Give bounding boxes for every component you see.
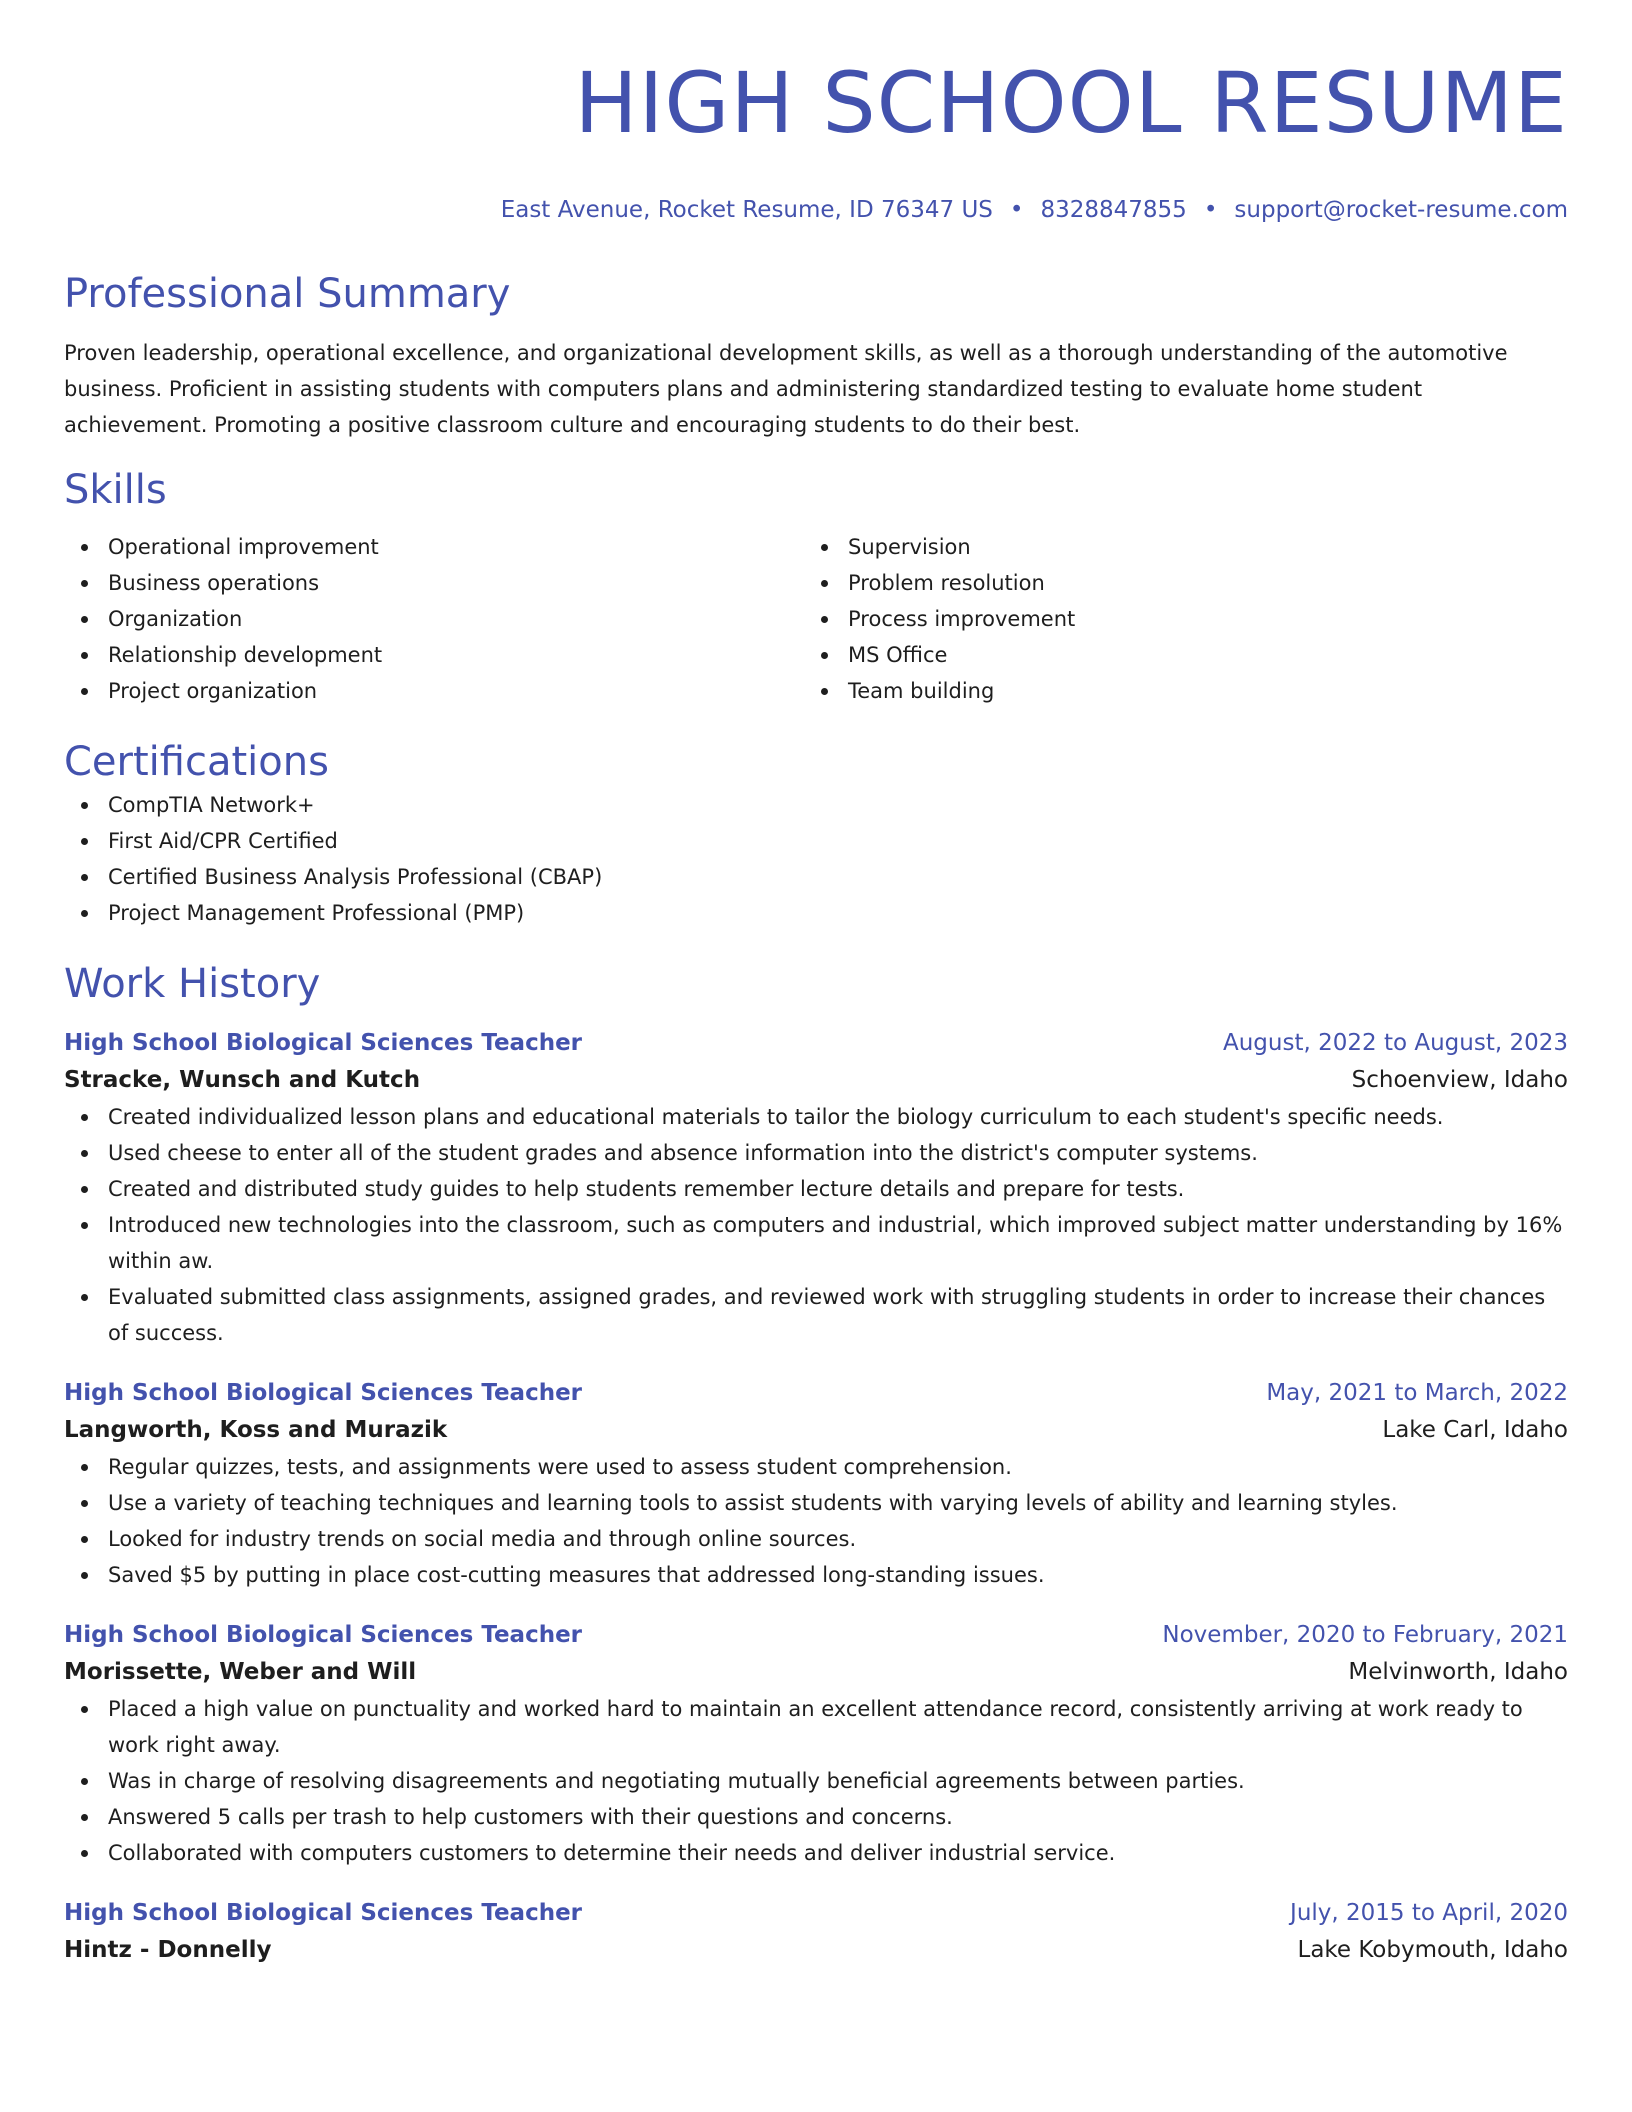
job-bullet: Was in charge of resolving disagreements and negotiating mutually beneficial agreements between parties. <box>64 1763 1568 1799</box>
contact-address: East Avenue, Rocket Resume, ID 76347 US <box>500 197 993 223</box>
contact-separator: • <box>1203 197 1218 223</box>
contact-separator: • <box>1009 197 1024 223</box>
certification-item: Project Management Professional (PMP) <box>64 895 1568 931</box>
skills-heading: Skills <box>64 467 167 513</box>
job-header-row <box>64 1375 1568 1411</box>
skill-item: MS Office <box>804 637 1544 673</box>
job-bullet: Introduced new technologies into the classroom, such as computers and industrial, which improved subject matter understanding by 16% within aw. <box>64 1207 1568 1279</box>
contact-phone: 8328847855 <box>1040 197 1187 223</box>
skills-list-right <box>804 529 1544 709</box>
job-bullet: Created individualized lesson plans and educational materials to tailor the biology curriculum to each student's specific needs. <box>64 1099 1568 1135</box>
job-bullet: Saved $5 by putting in place cost-cutting measures that addressed long-standing issues. <box>64 1557 1568 1593</box>
job-location: Melvinworth, Idaho <box>1348 1659 1568 1685</box>
skill-item: Team building <box>804 673 1544 709</box>
job-title: High School Biological Sciences Teacher <box>64 1900 583 1926</box>
job-dates: August, 2022 to August, 2023 <box>1223 1030 1568 1056</box>
job-company-row <box>64 1061 1568 1099</box>
job-location: Lake Carl, Idaho <box>1382 1417 1568 1443</box>
certifications-heading: Certifications <box>64 739 329 785</box>
skills-list-left <box>64 529 804 709</box>
skill-item: Organization <box>64 601 804 637</box>
work-history-heading: Work History <box>64 961 321 1007</box>
job-entry <box>64 1025 1568 1351</box>
job-entry <box>64 1375 1568 1593</box>
job-bullet-list <box>64 1099 1568 1351</box>
job-dates: July, 2015 to April, 2020 <box>1290 1900 1568 1926</box>
job-company: Stracke, Wunsch and Kutch <box>64 1067 421 1093</box>
skill-item: Supervision <box>804 529 1544 565</box>
summary-heading: Professional Summary <box>64 271 511 317</box>
job-company: Morissette, Weber and Will <box>64 1659 417 1685</box>
job-bullet: Created and distributed study guides to help students remember lecture details and prepare for tests. <box>64 1171 1568 1207</box>
job-bullet: Regular quizzes, tests, and assignments were used to assess student comprehension. <box>64 1449 1568 1485</box>
job-bullet: Answered 5 calls per trash to help customers with their questions and concerns. <box>64 1799 1568 1835</box>
job-header-row <box>64 1025 1568 1061</box>
job-location: Lake Kobymouth, Idaho <box>1297 1937 1568 1963</box>
job-title: High School Biological Sciences Teacher <box>64 1380 583 1406</box>
job-bullet: Looked for industry trends on social media and through online sources. <box>64 1521 1568 1557</box>
job-dates: May, 2021 to March, 2022 <box>1266 1380 1568 1406</box>
job-company-row <box>64 1931 1568 1969</box>
job-header-row <box>64 1895 1568 1931</box>
skill-item: Relationship development <box>64 637 804 673</box>
job-title: High School Biological Sciences Teacher <box>64 1030 583 1056</box>
certifications-list <box>64 787 1568 931</box>
job-bullet: Collaborated with computers customers to determine their needs and deliver industrial service. <box>64 1835 1568 1871</box>
skill-item: Project organization <box>64 673 804 709</box>
job-entry <box>64 1617 1568 1871</box>
summary-text: Proven leadership, operational excellence, and organizational development skills, as well as a thorough understanding of the automotive business. Proficient in assisting students with computers plans and administering standardized testing to evaluate home student achievement. Promoting a positive classroom culture and encouraging students to do their best. <box>64 341 1508 437</box>
skill-item: Business operations <box>64 565 804 601</box>
job-company: Hintz - Donnelly <box>64 1937 272 1963</box>
skills-grid <box>64 529 1568 709</box>
contact-email[interactable]: support@rocket-resume.com <box>1234 197 1568 223</box>
job-title: High School Biological Sciences Teacher <box>64 1622 583 1648</box>
skill-item: Process improvement <box>804 601 1544 637</box>
job-bullet: Use a variety of teaching techniques and learning tools to assist students with varying levels of ability and learning styles. <box>64 1485 1568 1521</box>
job-dates: November, 2020 to February, 2021 <box>1162 1622 1568 1648</box>
job-bullet: Placed a high value on punctuality and worked hard to maintain an excellent attendance record, consistently arriving at work ready to work right away. <box>64 1691 1568 1763</box>
certification-item: CompTIA Network+ <box>64 787 1568 823</box>
job-bullet-list <box>64 1691 1568 1871</box>
certification-item: Certified Business Analysis Professional (CBAP) <box>64 859 1568 895</box>
job-header-row <box>64 1617 1568 1653</box>
job-entry <box>64 1895 1568 1969</box>
resume-name: HIGH SCHOOL RESUME <box>574 54 1568 152</box>
contact-line <box>64 194 1568 226</box>
certification-item: First Aid/CPR Certified <box>64 823 1568 859</box>
job-bullet: Used cheese to enter all of the student grades and absence information into the district's computer systems. <box>64 1135 1568 1171</box>
job-company-row <box>64 1653 1568 1691</box>
job-company: Langworth, Koss and Murazik <box>64 1417 448 1443</box>
job-bullet-list <box>64 1449 1568 1593</box>
skill-item: Operational improvement <box>64 529 804 565</box>
job-bullet: Evaluated submitted class assignments, assigned grades, and reviewed work with struggling students in order to increase their chances of success. <box>64 1279 1568 1351</box>
job-location: Schoenview, Idaho <box>1351 1067 1568 1093</box>
job-company-row <box>64 1411 1568 1449</box>
skill-item: Problem resolution <box>804 565 1544 601</box>
